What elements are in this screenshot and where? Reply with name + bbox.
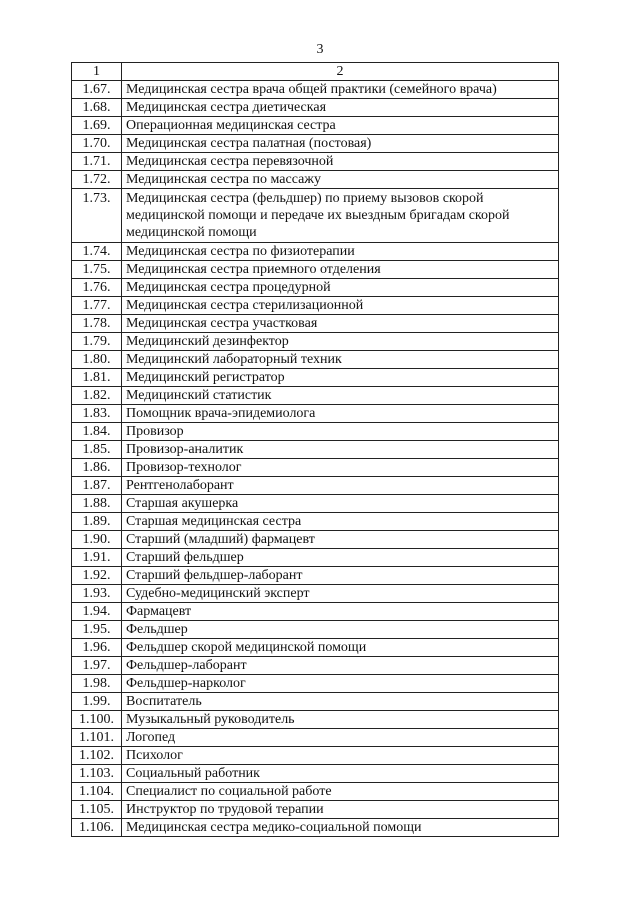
table-row [72, 369, 559, 387]
row-number: 1.95. [72, 621, 122, 639]
table-header-row [72, 63, 559, 81]
row-number: 1.90. [72, 531, 122, 549]
table-row [72, 783, 559, 801]
position-name: Медицинская сестра врача общей практики (семейного врача) [122, 81, 559, 99]
position-name: Социальный работник [122, 765, 559, 783]
row-number: 1.106. [72, 819, 122, 837]
row-number: 1.87. [72, 477, 122, 495]
header-col-2: 2 [122, 63, 559, 81]
table-row [72, 81, 559, 99]
table-row [72, 585, 559, 603]
table-row [72, 549, 559, 567]
position-name: Психолог [122, 747, 559, 765]
table-row [72, 477, 559, 495]
table-row [72, 567, 559, 585]
table-row [72, 729, 559, 747]
position-name: Фельдшер-нарколог [122, 675, 559, 693]
table-row [72, 765, 559, 783]
position-name: Музыкальный руководитель [122, 711, 559, 729]
position-name: Логопед [122, 729, 559, 747]
position-name: Воспитатель [122, 693, 559, 711]
table-row [72, 171, 559, 189]
row-number: 1.96. [72, 639, 122, 657]
row-number: 1.85. [72, 441, 122, 459]
page-number: 3 [316, 42, 324, 57]
table-row [72, 261, 559, 279]
row-number: 1.77. [72, 297, 122, 315]
row-number: 1.82. [72, 387, 122, 405]
position-name: Старшая медицинская сестра [122, 513, 559, 531]
table-row [72, 243, 559, 261]
row-number: 1.79. [72, 333, 122, 351]
row-number: 1.72. [72, 171, 122, 189]
row-number: 1.86. [72, 459, 122, 477]
position-name: Провизор-аналитик [122, 441, 559, 459]
table-row [72, 657, 559, 675]
row-number: 1.89. [72, 513, 122, 531]
positions-table-body [72, 63, 559, 837]
table-row [72, 297, 559, 315]
row-number: 1.99. [72, 693, 122, 711]
table-row [72, 315, 559, 333]
position-name: Медицинский статистик [122, 387, 559, 405]
row-number: 1.104. [72, 783, 122, 801]
row-number: 1.75. [72, 261, 122, 279]
position-name: Медицинская сестра процедурной [122, 279, 559, 297]
position-name: Специалист по социальной работе [122, 783, 559, 801]
position-name: Судебно-медицинский эксперт [122, 585, 559, 603]
row-number: 1.98. [72, 675, 122, 693]
row-number: 1.84. [72, 423, 122, 441]
table-row [72, 531, 559, 549]
position-name: Медицинская сестра приемного отделения [122, 261, 559, 279]
row-number: 1.67. [72, 81, 122, 99]
row-number: 1.81. [72, 369, 122, 387]
position-name: Старший (младший) фармацевт [122, 531, 559, 549]
position-name: Фельдшер-лаборант [122, 657, 559, 675]
positions-table [71, 62, 559, 837]
table-row [72, 99, 559, 117]
table-row [72, 459, 559, 477]
position-name: Медицинская сестра участковая [122, 315, 559, 333]
row-number: 1.80. [72, 351, 122, 369]
position-name: Фармацевт [122, 603, 559, 621]
position-name: Старший фельдшер-лаборант [122, 567, 559, 585]
table-row [72, 351, 559, 369]
row-number: 1.70. [72, 135, 122, 153]
position-name: Медицинская сестра (фельдшер) по приему вызовов скорой медицинской помощи и передаче их выездным бригадам скорой медицинской помощи [122, 189, 559, 243]
position-name: Рентгенолаборант [122, 477, 559, 495]
position-name: Медицинский регистратор [122, 369, 559, 387]
position-name: Медицинская сестра стерилизационной [122, 297, 559, 315]
table-row [72, 189, 559, 243]
row-number: 1.88. [72, 495, 122, 513]
table-row [72, 333, 559, 351]
position-name: Медицинский дезинфектор [122, 333, 559, 351]
table-row [72, 153, 559, 171]
position-name: Старшая акушерка [122, 495, 559, 513]
row-number: 1.93. [72, 585, 122, 603]
table-row [72, 405, 559, 423]
table-row [72, 117, 559, 135]
table-row [72, 675, 559, 693]
table-row [72, 639, 559, 657]
position-name: Медицинская сестра медико-социальной помощи [122, 819, 559, 837]
table-row [72, 693, 559, 711]
position-name: Операционная медицинская сестра [122, 117, 559, 135]
table-row [72, 603, 559, 621]
table-row [72, 279, 559, 297]
row-number: 1.71. [72, 153, 122, 171]
position-name: Фельдшер скорой медицинской помощи [122, 639, 559, 657]
table-row [72, 441, 559, 459]
table-row [72, 711, 559, 729]
row-number: 1.105. [72, 801, 122, 819]
row-number: 1.76. [72, 279, 122, 297]
position-name: Инструктор по трудовой терапии [122, 801, 559, 819]
table-row [72, 801, 559, 819]
position-name: Провизор [122, 423, 559, 441]
header-col-1: 1 [72, 63, 122, 81]
row-number: 1.92. [72, 567, 122, 585]
position-name: Медицинская сестра диетическая [122, 99, 559, 117]
position-name: Старший фельдшер [122, 549, 559, 567]
row-number: 1.102. [72, 747, 122, 765]
position-name: Медицинская сестра по физиотерапии [122, 243, 559, 261]
table-row [72, 495, 559, 513]
table-row [72, 819, 559, 837]
row-number: 1.103. [72, 765, 122, 783]
row-number: 1.83. [72, 405, 122, 423]
position-name: Медицинская сестра палатная (постовая) [122, 135, 559, 153]
position-name: Медицинский лабораторный техник [122, 351, 559, 369]
row-number: 1.94. [72, 603, 122, 621]
table-row [72, 423, 559, 441]
row-number: 1.91. [72, 549, 122, 567]
table-row [72, 135, 559, 153]
row-number: 1.74. [72, 243, 122, 261]
table-row [72, 513, 559, 531]
row-number: 1.101. [72, 729, 122, 747]
position-name: Медицинская сестра по массажу [122, 171, 559, 189]
position-name: Помощник врача-эпидемиолога [122, 405, 559, 423]
row-number: 1.97. [72, 657, 122, 675]
position-name: Фельдшер [122, 621, 559, 639]
row-number: 1.73. [72, 189, 122, 243]
row-number: 1.78. [72, 315, 122, 333]
table-row [72, 621, 559, 639]
position-name: Медицинская сестра перевязочной [122, 153, 559, 171]
table-row [72, 387, 559, 405]
table-row [72, 747, 559, 765]
row-number: 1.100. [72, 711, 122, 729]
row-number: 1.68. [72, 99, 122, 117]
row-number: 1.69. [72, 117, 122, 135]
position-name: Провизор-технолог [122, 459, 559, 477]
